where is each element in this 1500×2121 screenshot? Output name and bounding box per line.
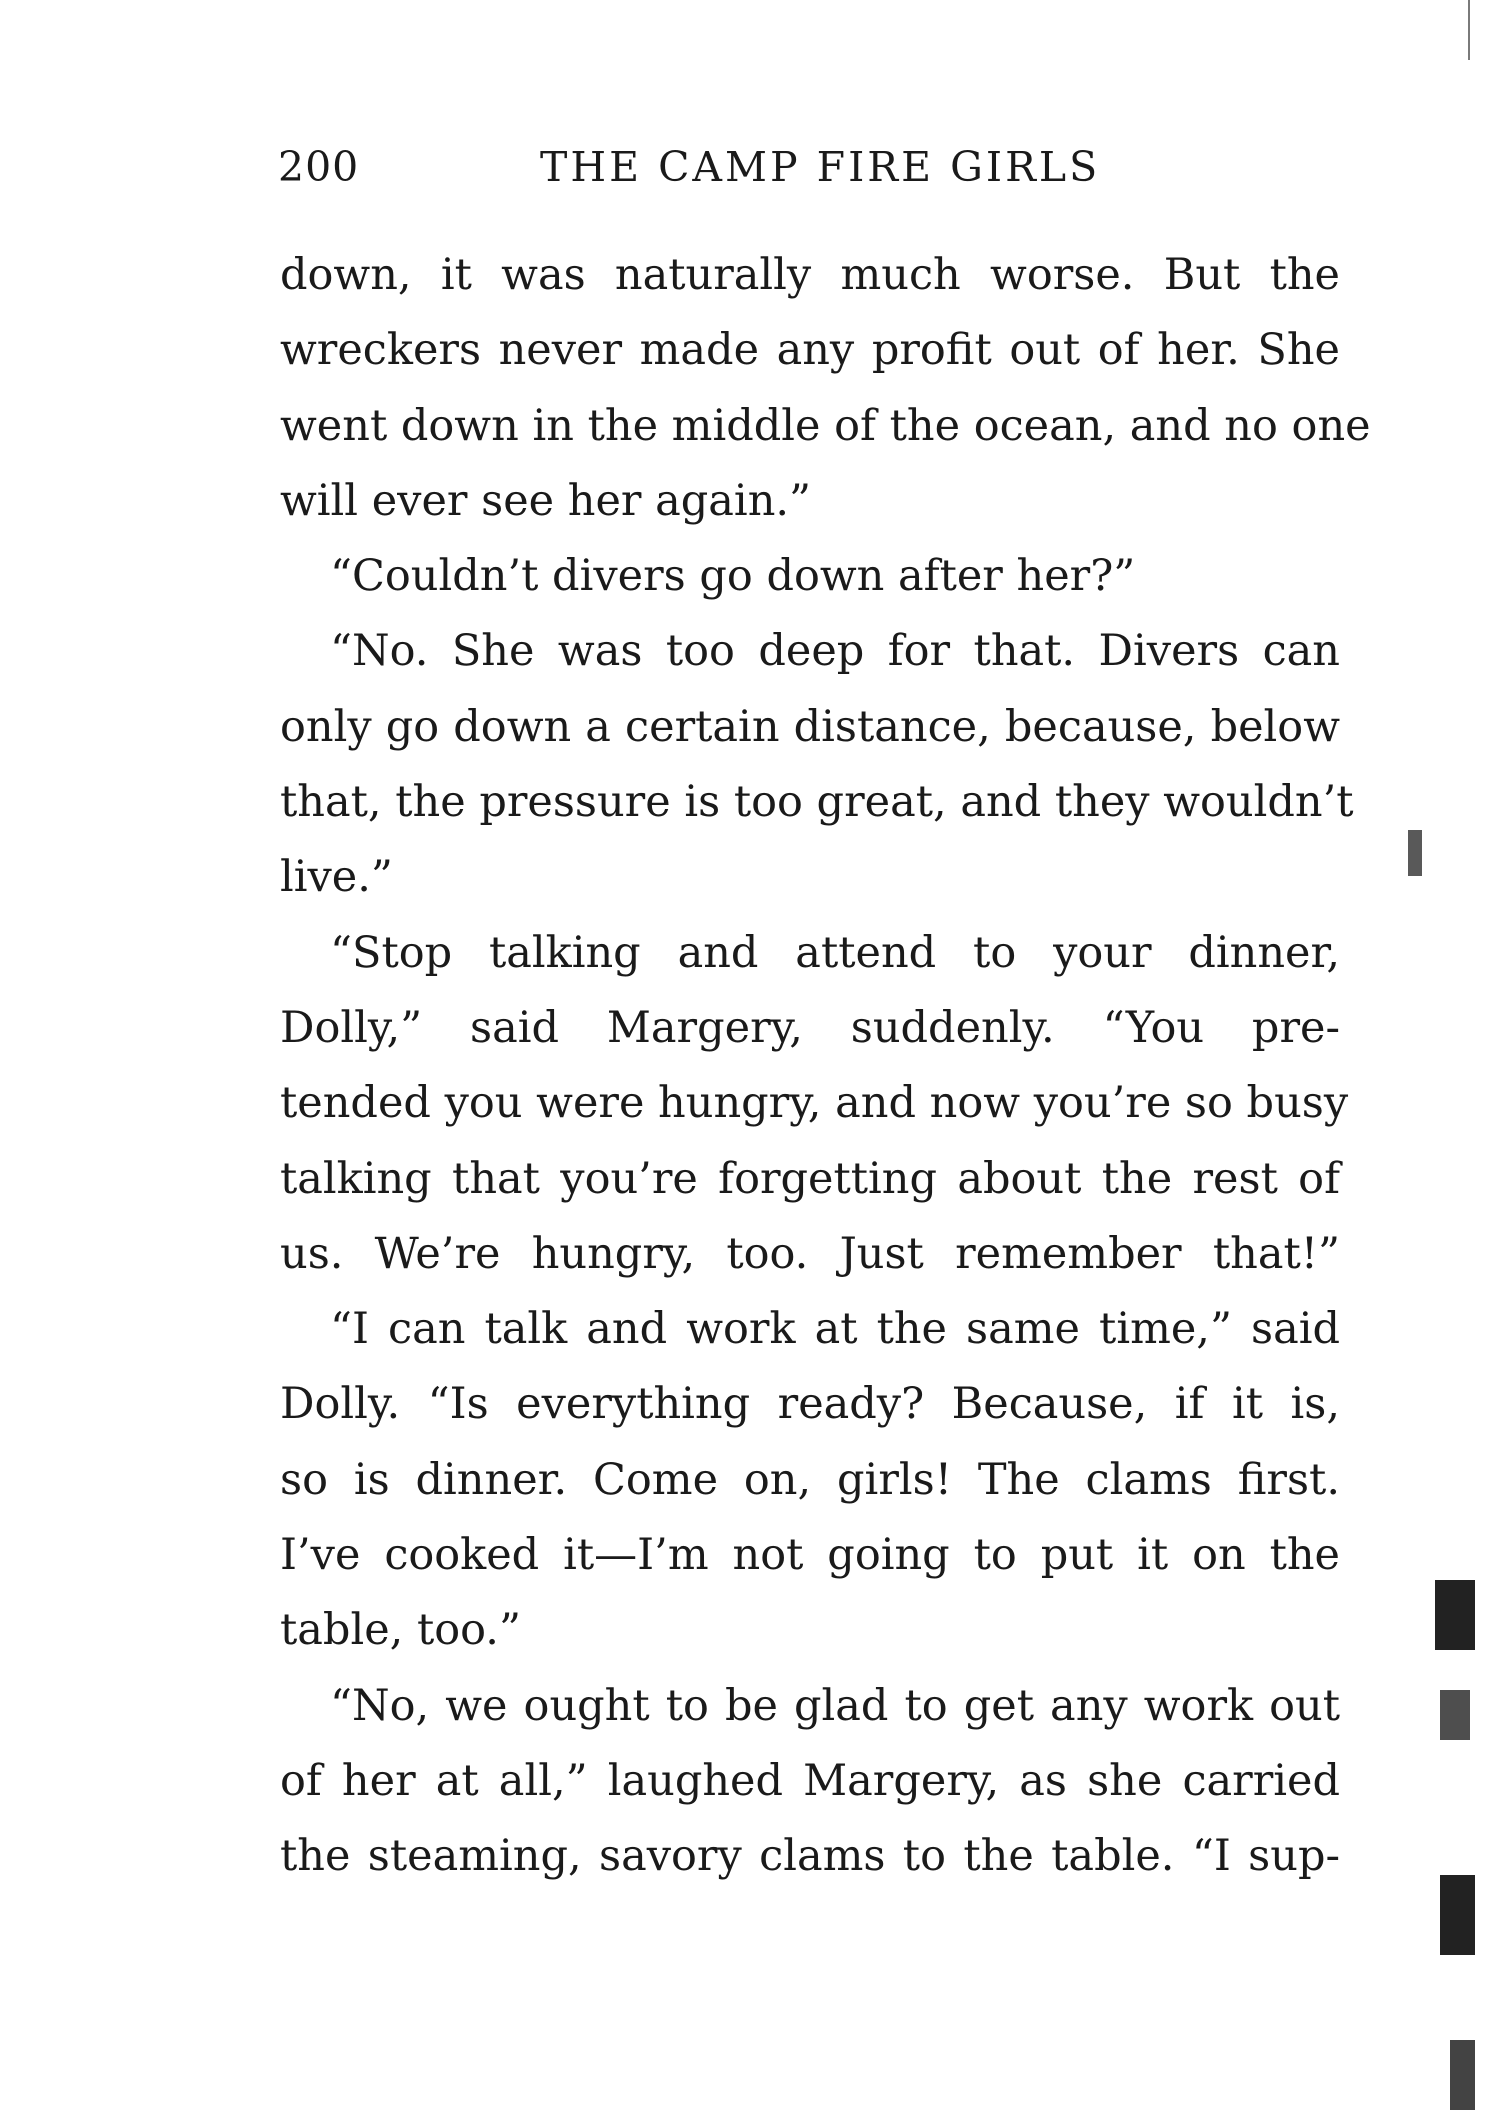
text-line: the steaming, savory clams to the table. “I sup- (280, 1831, 1340, 1882)
text-line: went down in the middle of the ocean, and no one (280, 400, 1371, 451)
text-line: us. We’re hungry, too. Just remember that!” (280, 1228, 1340, 1279)
scan-edge-mark (1435, 1580, 1475, 1650)
text-line: that, the pressure is too great, and they wouldn’t (280, 777, 1354, 828)
text-line: wreckers never made any profit out of her. She (280, 325, 1340, 376)
text-line: Dolly,” said Margery, suddenly. “You pre- (280, 1002, 1340, 1053)
text-line: “I can talk and work at the same time,” said (330, 1304, 1340, 1355)
text-line: Dolly. “Is everything ready? Because, if it is, (280, 1379, 1340, 1430)
scan-edge-mark (1440, 1690, 1470, 1740)
running-header (278, 142, 1338, 192)
text-line: will ever see her again.” (280, 475, 812, 526)
text-line: “Couldn’t divers go down after her?” (330, 551, 1136, 602)
page-number: 200 (278, 143, 360, 191)
scan-edge-mark (1450, 2040, 1475, 2110)
text-line: live.” (280, 852, 393, 903)
scan-edge-mark (1468, 0, 1470, 60)
text-line: tended you were hungry, and now you’re so busy (280, 1078, 1349, 1129)
text-line: of her at all,” laughed Margery, as she carried (280, 1755, 1340, 1806)
text-line: table, too.” (280, 1605, 521, 1656)
text-line: “No. She was too deep for that. Divers can (330, 626, 1340, 677)
text-line: “No, we ought to be glad to get any work out (330, 1680, 1340, 1731)
running-title: THE CAMP FIRE GIRLS (540, 143, 1101, 191)
text-line: I’ve cooked it—I’m not going to put it on the (280, 1530, 1340, 1581)
body-text (280, 238, 1371, 1895)
scan-edge-mark (1408, 830, 1422, 876)
text-line: down, it was naturally much worse. But the (280, 250, 1340, 300)
text-line: “Stop talking and attend to your dinner, (330, 927, 1340, 978)
text-line: talking that you’re forgetting about the rest of (280, 1153, 1340, 1204)
scan-edge-mark (1440, 1875, 1475, 1955)
text-line: only go down a certain distance, because, below (280, 701, 1340, 752)
text-line: so is dinner. Come on, girls! The clams first. (280, 1454, 1340, 1505)
